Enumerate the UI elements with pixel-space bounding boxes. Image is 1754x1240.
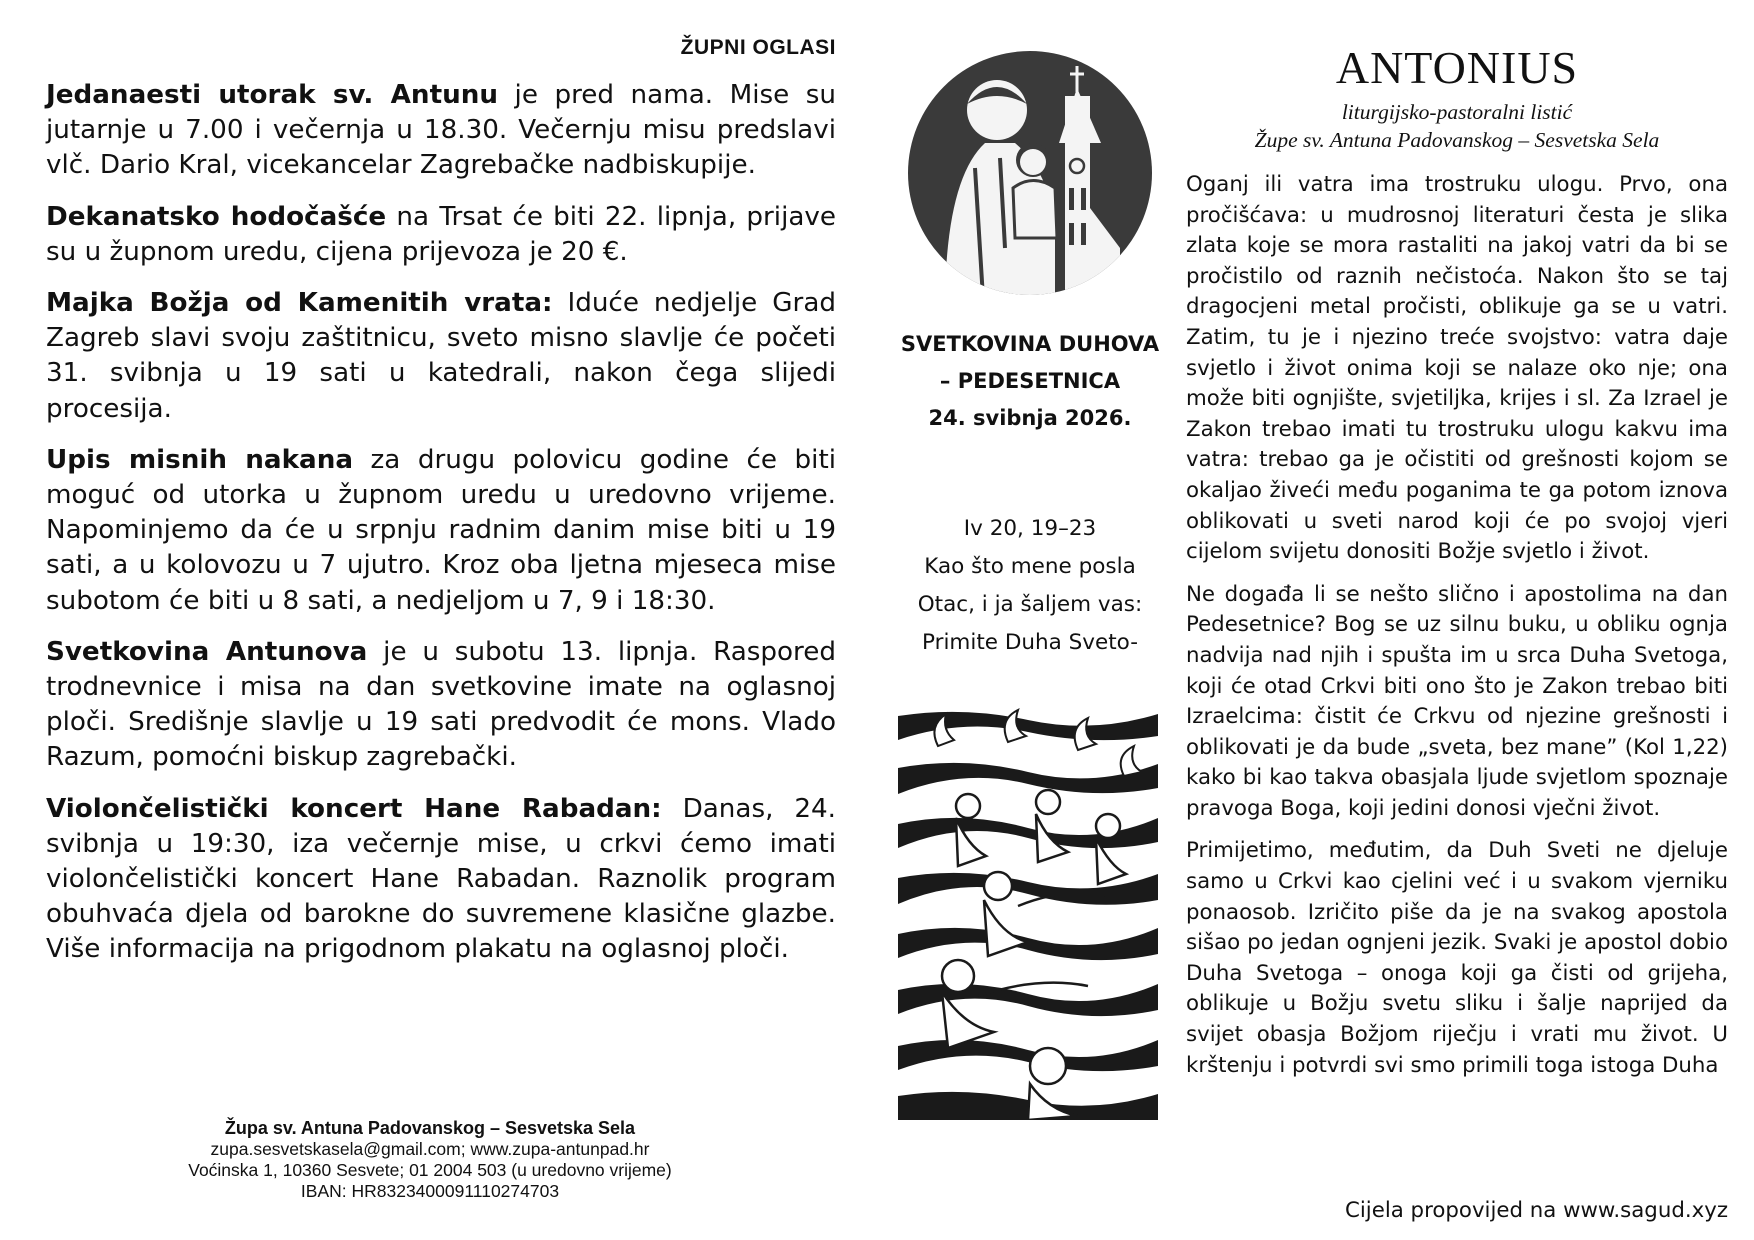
full-homily-link[interactable]: Cijela propovijed na www.sagud.xyz bbox=[1345, 1198, 1728, 1223]
announcement-title: Dekanatsko hodočašće bbox=[46, 201, 387, 232]
footer-parish-name: Župa sv. Antuna Padovanskog – Sesvetska Sela bbox=[224, 1118, 636, 1138]
feast-heading bbox=[880, 326, 1180, 437]
announcement-title: Jedanaesti utorak sv. Antunu bbox=[46, 80, 499, 110]
feast-line-2: – PEDESETNICA bbox=[939, 369, 1121, 393]
gospel-line-3: Primite Duha Sveto- bbox=[922, 630, 1138, 655]
masthead-subtitle-1: liturgijsko-pastoralni listić bbox=[1341, 100, 1573, 124]
homily-paragraph: Primijetimo, međutim, da Duh Sveti ne djeluje samo u Crkvi kao cjelini već i u svakom vjerniku ponaosob. Izričito piše da je na svakog apostola sišao po jedan ognjeni jezik. Svaki je apostol dobio Duha Svetoga – onoga koji ga čisti od grijeha, oblikuje u Božju svetu sliku i šalje naprijed da svijet obasja Božjom riječju i vrati mu život. U krštenju i potvrdi svi smo primili toga istoga Duha bbox=[1186, 838, 1728, 1078]
announcement-body: za drugu polovicu godine će biti moguć od utorka u župnom uredu u uredovno vrijeme. Napominjemo da će u srpnju radnim danim mise biti u 19 sati, a u kolovozu u 7 ujutro. Kroz oba ljetna mjeseca mise subotom će biti u 8 sati, a nedjeljom u 7, 9 i 18:30. bbox=[46, 444, 836, 616]
announcement-4 bbox=[46, 443, 836, 619]
announcement-body: Danas, 24. svibnja u 19:30, iza večernje mise, u crkvi ćemo imati violončelistički koncert Hane Rabadan. Raznolik program obuhvaća djela od barokne do suvremene klasične glazbe. Više informacija na prigodnom plakatu na oglasnoj ploči. bbox=[46, 793, 837, 965]
announcement-5 bbox=[46, 635, 836, 776]
parish-footer bbox=[120, 1118, 740, 1202]
announcement-title: Violončelistički koncert Hane Rabadan: bbox=[46, 793, 662, 824]
masthead-subtitle-2: Župe sv. Antuna Padovanskog – Sesvetska Sela bbox=[1254, 128, 1660, 152]
feast-date: 24. svibnja 2026. bbox=[928, 406, 1132, 430]
footer-iban: IBAN: HR8323400091110274703 bbox=[300, 1181, 560, 1201]
masthead-subtitle bbox=[1186, 98, 1728, 154]
homily-text bbox=[1186, 170, 1728, 1093]
announcement-title: Majka Božja od Kamenitih vrata: bbox=[46, 288, 553, 319]
announcement-6 bbox=[46, 792, 836, 968]
announcement-2 bbox=[46, 200, 836, 270]
saint-anthony-logo-icon bbox=[905, 48, 1155, 298]
announcement-body: je pred nama. Mise su jutarnje u 7.00 i večernja u 18.30. Večernju misu predslavi vlč. Dario Kral, vicekancelar Zagrebačke nadbiskupije. bbox=[46, 80, 836, 181]
footer-contact[interactable]: zupa.sesvetskasela@gmail.com; www.zupa-antunpad.hr bbox=[210, 1139, 650, 1159]
announcement-title: Svetkovina Antunova bbox=[46, 636, 368, 667]
section-label: ŽUPNI OGLASI bbox=[680, 36, 836, 59]
masthead-title: ANTONIUS bbox=[1335, 42, 1579, 93]
pentecost-illustration bbox=[898, 706, 1158, 1120]
announcement-body: Iduće nedjelje Grad Zagreb slavi svoju zaštitnicu, sveto misno slavlje će početi 31. svibnja u 19 sati u katedrali, nakon čega slijedi procesija. bbox=[46, 288, 836, 424]
feast-line-1: SVETKOVINA DUHOVA bbox=[900, 332, 1160, 356]
announcements-column bbox=[46, 36, 836, 984]
homily-paragraph: Ne događa li se nešto slično i apostolima na dan Pedesetnice? Bog se uz silnu buku, u obliku ognja nadvija nad njih i spušta im u srca Duha Svetoga, koji će otad Crkvi biti ono što je Zakon trebao biti Izraelcima: čistit će Crkvu od njezine grešnosti i oblikovati je da bude „sveta, bez mane” (Kol 1,22) kako bi kao takva obasjala ljude svjetlom spoznaje pravoga Boga, koji jedini donosi vječni život. bbox=[1186, 581, 1728, 821]
announcement-3 bbox=[46, 286, 836, 427]
announcement-body: je u subotu 13. lipnja. Raspored trodnevnice i misa na dan svetkovine imate na oglasnoj ploči. Središnje slavlje u 19 sati predvodit će mons. Vlado Razum, pomoćni biskup zagrebački. bbox=[46, 636, 836, 773]
gospel-line-2: Otac, i ja šaljem vas: bbox=[917, 592, 1143, 617]
announcement-body: na Trsat će biti 22. lipnja, prijave su u župnom uredu, cijena prijevoza je 20 €. bbox=[46, 201, 837, 267]
gospel-line-1: Kao što mene posla bbox=[924, 554, 1136, 579]
gospel-reference: Iv 20, 19–23 bbox=[963, 516, 1097, 541]
homily-paragraph: Oganj ili vatra ima trostruku ulogu. Prvo, ona pročišćava: u mudrosnoj literaturi česta je slika zlata koje se mora rastaliti na jakoj vatri da bi se pročistilo od raznih nečistoća. Nakon što se taj dragocjeni metal pročisti, oblikuje ga se u vatri. Zatim, tu je i njezino treće svojstvo: vatra daje svjetlo i život onima koji se nalaze oko nje; ona može biti ognjište, svjetiljka, krijes i sl. Za Izrael je Zakon trebao imati tu trostruku ulogu kakvu ima vatra: trebao ga je očistiti od grešnosti kojom se okaljao živeći među poganima te ga potom iznova oblikovati u sveti narod koji će po svojoj vjeri cijelom svijetu donositi Božje svjetlo i život. bbox=[1186, 172, 1728, 565]
announcement-1 bbox=[46, 78, 836, 184]
footer-address: Voćinska 1, 10360 Sesvete; 01 2004 503 (u uredovno vrijeme) bbox=[188, 1160, 672, 1180]
announcement-title: Upis misnih nakana bbox=[46, 444, 354, 475]
gospel-quote bbox=[880, 510, 1180, 662]
